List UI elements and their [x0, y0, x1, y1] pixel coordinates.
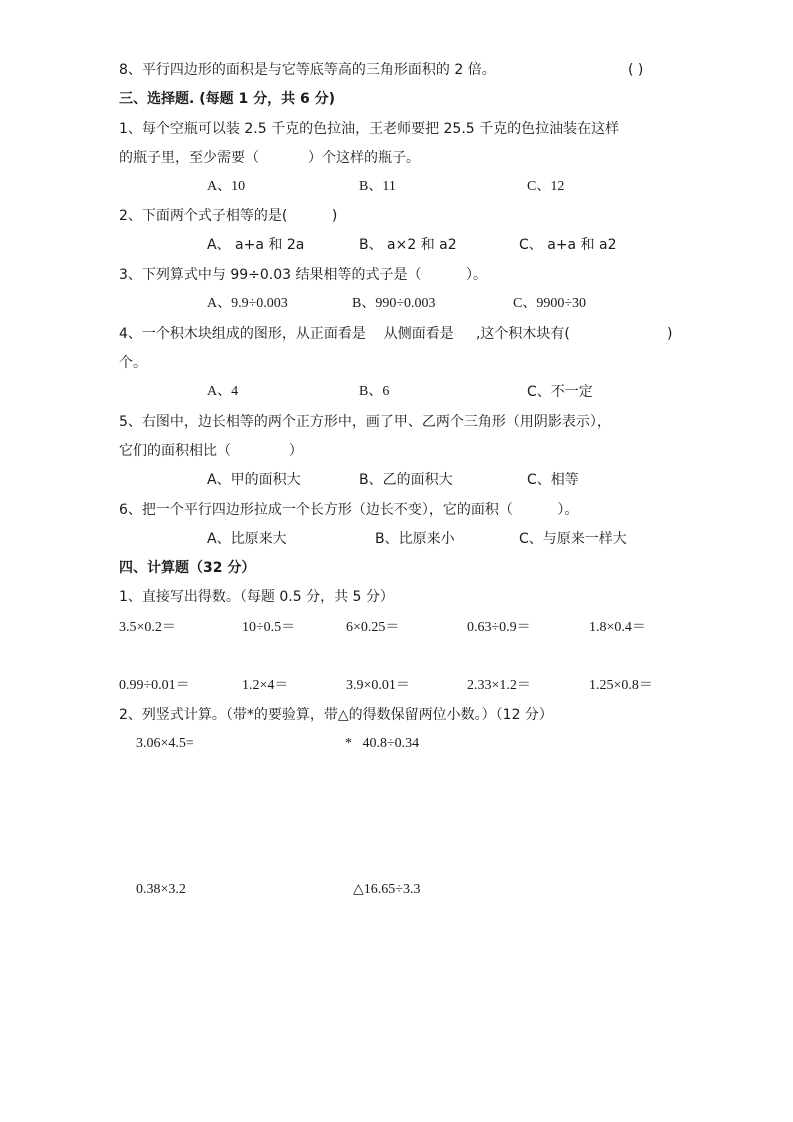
- question-6: 6、把一个平行四边形拉成一个长方形（边长不变），它的面积（ ）。: [119, 502, 579, 518]
- mental-math-item: 1.25×0.8＝: [589, 678, 653, 693]
- question-5-line-2: 它们的面积相比（ ）: [119, 443, 303, 459]
- option-a[interactable]: A、 a+a 和 2a: [207, 237, 305, 253]
- mental-math-item: 3.5×0.2＝: [119, 620, 176, 635]
- mental-math-item: 10÷0.5＝: [242, 620, 296, 635]
- option-b[interactable]: B、比原来小: [375, 531, 455, 547]
- mental-math-item: 3.9×0.01＝: [346, 678, 410, 693]
- option-c[interactable]: C、相等: [527, 472, 579, 488]
- mental-math-item: 1.8×0.4＝: [589, 620, 646, 635]
- option-c[interactable]: C、 a+a 和 a2: [519, 237, 617, 253]
- mental-math-item: 1.2×4＝: [242, 678, 289, 693]
- section-title: 三、选择题. (每题 1 分，共 6 分): [119, 91, 335, 107]
- mental-math-item: 0.99÷0.01＝: [119, 678, 190, 693]
- question-2: 2、下面两个式子相等的是( ): [119, 208, 338, 224]
- vertical-calc-problem: 0.38×3.2: [136, 882, 186, 897]
- tf-question-8: 8、平行四边形的面积是与它等底等高的三角形面积的 2 倍。: [119, 62, 496, 78]
- section-title: 四、计算题（32 分）: [119, 560, 256, 576]
- option-b[interactable]: B、11: [359, 179, 396, 194]
- option-b[interactable]: B、6: [359, 384, 390, 399]
- option-c[interactable]: C、不一定: [527, 384, 593, 400]
- question-1-line-2: 的瓶子里，至少需要（ ）个这样的瓶子。: [119, 150, 420, 166]
- answer-blank[interactable]: ( ): [628, 62, 644, 78]
- answer-blank-close: ): [667, 326, 673, 342]
- option-c[interactable]: C、与原来一样大: [519, 531, 627, 547]
- option-a[interactable]: A、4: [207, 384, 239, 399]
- question-1-line-1: 1、每个空瓶可以装 2.5 千克的色拉油，王老师要把 25.5 千克的色拉油装在这样: [119, 121, 620, 137]
- option-c[interactable]: C、12: [527, 179, 565, 194]
- option-a[interactable]: A、9.9÷0.003: [207, 296, 288, 311]
- mental-math-item: 6×0.25＝: [346, 620, 400, 635]
- option-b[interactable]: B、 a×2 和 a2: [359, 237, 457, 253]
- option-c[interactable]: C、9900÷30: [513, 296, 587, 311]
- option-b[interactable]: B、乙的面积大: [359, 472, 453, 488]
- vertical-calc-problem: * 40.8÷0.34: [345, 736, 420, 751]
- question-4-line-2: 个。: [119, 355, 147, 371]
- option-a[interactable]: A、10: [207, 179, 246, 194]
- mental-math-item: 0.63÷0.9＝: [467, 620, 531, 635]
- vertical-calc-problem: 3.06×4.5=: [136, 736, 194, 751]
- option-b[interactable]: B、990÷0.003: [352, 296, 436, 311]
- option-a[interactable]: A、甲的面积大: [207, 472, 301, 488]
- mental-math-item: 2.33×1.2＝: [467, 678, 531, 693]
- part-1-title: 1、直接写出得数。（每题 0.5 分，共 5 分）: [119, 589, 394, 605]
- question-4-line-1: 4、一个积木块组成的图形，从正面看是 从侧面看是 ,这个积木块有(: [119, 326, 570, 342]
- vertical-calc-problem: △16.65÷3.3: [353, 882, 421, 897]
- part-2-title: 2、列竖式计算。（带*的要验算，带△的得数保留两位小数。）（12 分）: [119, 707, 553, 723]
- option-a[interactable]: A、比原来大: [207, 531, 287, 547]
- question-5-line-1: 5、右图中，边长相等的两个正方形中，画了甲、乙两个三角形（用阴影表示），: [119, 414, 611, 430]
- question-3: 3、下列算式中与 99÷0.03 结果相等的式子是（ ）。: [119, 267, 488, 283]
